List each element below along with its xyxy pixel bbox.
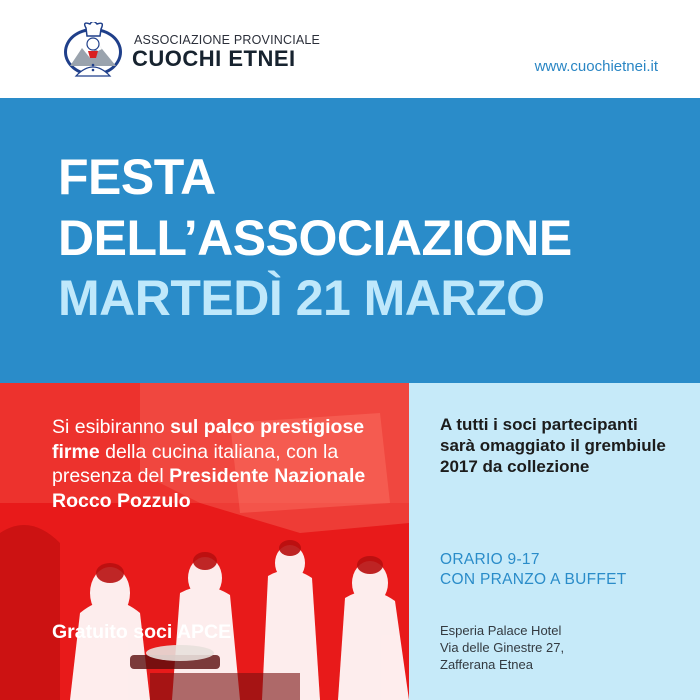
org-subtitle: ASSOCIAZIONE PROVINCIALE [134, 33, 321, 47]
gift-announcement: A tutti i soci partecipanti sarà omaggiato il grembiule 2017 da collezione [440, 415, 666, 476]
guest-name: Presidente Nazionale Rocco Pozzulo [52, 465, 366, 512]
event-title-line-1: FESTA [58, 149, 216, 205]
venue-city: Zafferana Etnea [440, 657, 533, 672]
performers-description [52, 415, 382, 513]
chef-logo-icon [62, 22, 124, 78]
hours-line: ORARIO 9-17 [440, 551, 540, 568]
buffet-line: CON PRANZO A BUFFET [440, 571, 627, 588]
event-hours [440, 550, 627, 590]
venue-address [440, 622, 564, 673]
website-link[interactable]: www.cuochietnei.it [534, 58, 658, 75]
description-text: Si esibiranno [52, 416, 171, 438]
venue-street: Via delle Ginestre 27, [440, 640, 565, 655]
description-text: della cucina italiana, con la presenza del [52, 440, 339, 487]
org-name: CUOCHI ETNEI [132, 46, 296, 71]
description-highlight: sul palco prestigiose firme [52, 416, 365, 463]
event-title-line-2: DELL’ASSOCIAZIONE [58, 210, 572, 266]
venue-name: Esperia Palace Hotel [440, 623, 562, 638]
header [0, 0, 700, 98]
event-date: MARTEDÌ 21 MARZO [58, 270, 545, 326]
free-entry-note: Gratuito soci APCE [52, 621, 232, 643]
